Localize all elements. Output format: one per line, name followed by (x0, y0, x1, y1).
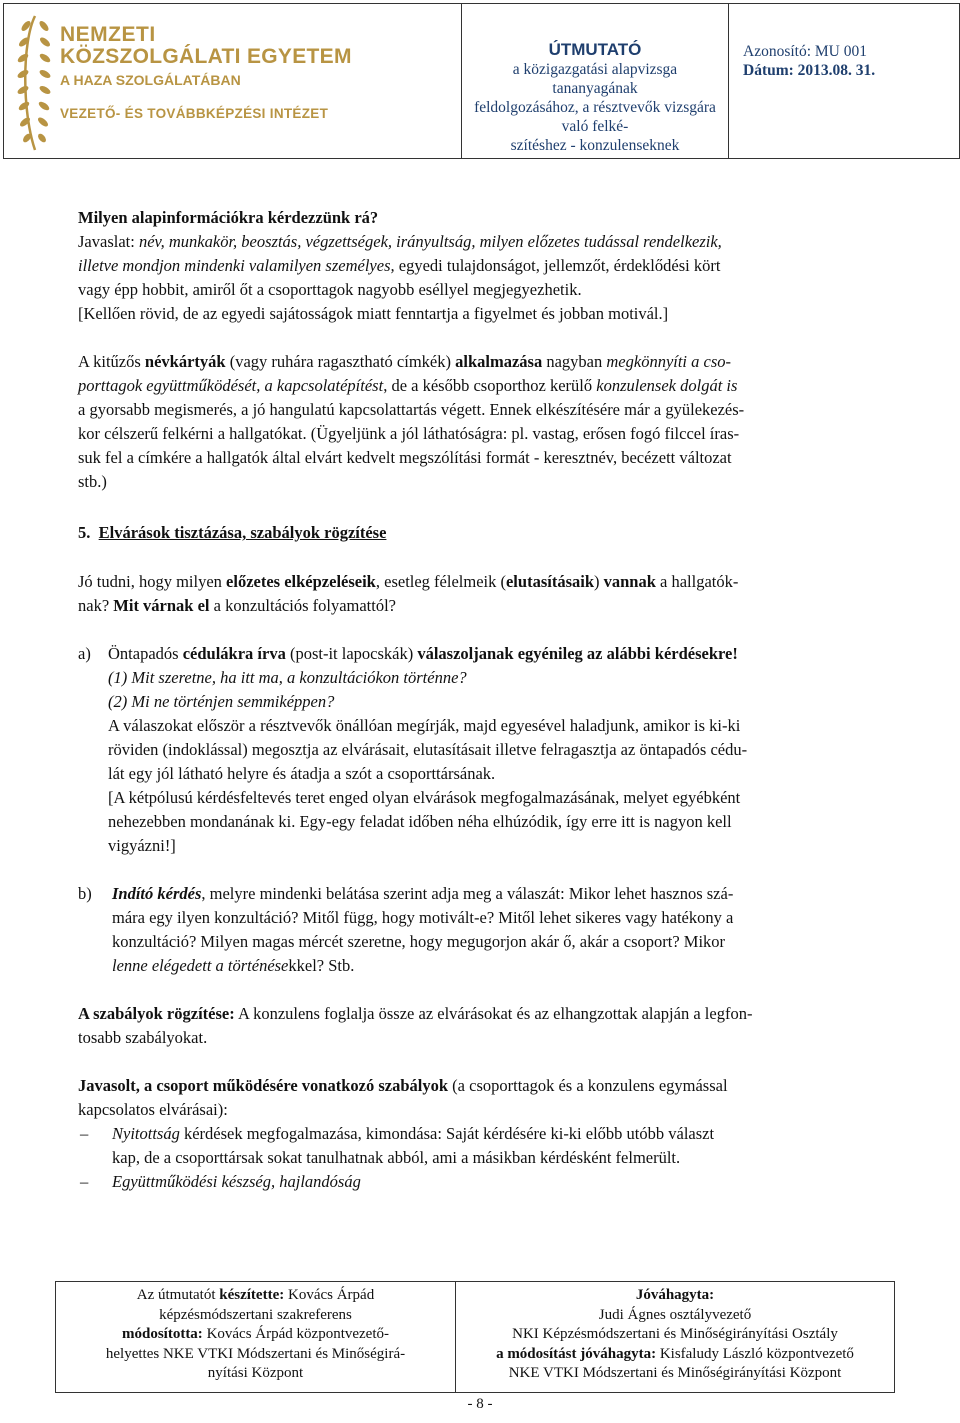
list-item-a-line: nehezebben mondanának ki. Egy-egy feladat időben néha elhúzódik, így erre itt is nagyon kell (108, 812, 732, 831)
list-item-a-line: (2) Mi ne történjen semmiképpen? (108, 692, 335, 711)
document-date: Dátum: 2013.08. 31. (743, 62, 876, 79)
dash-bullet: – (80, 1124, 89, 1143)
paragraph-line: nak? Mit várnak el a konzultációs folyamattól? (78, 596, 397, 615)
paragraph-line: tosabb szabályokat. (78, 1028, 208, 1047)
paragraph-line: Javasolt, a csoport működésére vonatkozó szabályok (a csoporttagok és a konzulens egymással (78, 1076, 728, 1095)
footer-line: a módosítást jóváhagyta: Kisfaludy László központvezető (496, 1345, 854, 1362)
list-item-b-line: konzultáció? Milyen magas mércét szeretne, hogy megugorjon akár ő, akár a csoport? Mikor (112, 932, 726, 951)
list-item-a-line: röviden (indoklással) megosztja az elvárásait, elutasításait illetve felragasztja az öntapadós cédu- (108, 740, 748, 759)
paragraph-line: porttagok együttműködését, a kapcsolatépítést, de a később csoporthoz kerülő konzulensek dolgát is (78, 376, 738, 395)
list-item-b-line: mára egy ilyen konzultáció? Mitől függ, hogy motivált-e? Mitől lehet sikeres vagy hatékony a (112, 908, 734, 927)
paragraph-line: vagy épp hobbit, amiről őt a csoporttagok nagyobb eséllyel megjegyezhetik. (78, 280, 582, 299)
paragraph-line: a gyorsabb megismerés, a jó hangulatú kapcsolattartás végett. Ennek elkészítésére már a gyülekezés- (78, 400, 745, 419)
list-item-a-line: (1) Mit szeretne, ha itt ma, a konzultációkon történne? (108, 668, 467, 687)
paragraph-line: A szabályok rögzítése: A konzulens foglalja össze az elvárásokat és az elhangzottak alapján a legfon- (78, 1004, 753, 1023)
section-heading: 5. Elvárások tisztázása, szabályok rögzítése (78, 523, 387, 542)
paragraph-line: kor célszerű felkérni a hallgatókat. (Ügyeljünk a jól láthatóságra: pl. vastag, erősen fogó filccel íras- (78, 424, 740, 443)
footer-line: nyítási Központ (207, 1365, 304, 1381)
footer-line: NKI Képzésmódszertani és Minőségirányítási Osztály (512, 1326, 838, 1342)
header-logo-cell (4, 4, 462, 158)
list-item-a-line: lát egy jól látható helyre és átadja a szót a csoporttársának. (108, 764, 496, 783)
dash-bullet: – (80, 1172, 89, 1191)
list-item-a-line: A válaszokat először a résztvevők önállóan megírják, majd egyesével haladjunk, amikor is ki-ki (108, 716, 741, 735)
subtitle-line: feldolgozásához, a résztvevők vizsgára való felké- (474, 99, 716, 135)
header-meta-cell (729, 4, 960, 158)
footer-line: helyettes NKE VTKI Módszertani és Minőségirá- (105, 1345, 406, 1362)
footer-line: Jóváhagyta: (635, 1287, 715, 1303)
subtitle-line: szítéshez - konzulenseknek (510, 137, 680, 154)
bullet-line: Együttműködési készség, hajlandóság (112, 1172, 361, 1191)
paragraph-line: stb.) (78, 472, 107, 491)
logo-line: A HAZA SZOLGÁLATÁBAN (60, 72, 241, 88)
footer-line: NKE VTKI Módszertani és Minőségirányítási Központ (508, 1365, 842, 1381)
paragraph-line: Jó tudni, hogy milyen előzetes elképzeléseik, esetleg félelmeik (elutasításaik) vannak a hallgatók- (78, 572, 739, 591)
logo-line: NEMZETI (60, 23, 156, 46)
institution-logo-text (60, 24, 352, 124)
list-item-a-line: Öntapadós cédulákra írva (post-it lapocskák) válaszoljanak egyénileg az alábbi kérdésekre! (108, 644, 738, 663)
logo-line: VEZETŐ- ÉS TOVÁBBKÉPZÉSI INTÉZET (60, 106, 329, 121)
footer-line: Az útmutatót készítette: Kovács Árpád (136, 1287, 375, 1303)
footer-line: képzésmódszertani szakreferens (159, 1306, 352, 1323)
list-marker: b) (78, 884, 92, 903)
page-number: - 8 - (467, 1396, 493, 1412)
paragraph-line: suk fel a címkére a hallgatók által elvárt kedvelt megszólítási formát - keresztnév, becézett változat (78, 448, 732, 467)
paragraph-line: kapcsolatos elvárásai): (78, 1100, 228, 1119)
document-footer (55, 1281, 895, 1393)
header-title-cell (462, 4, 729, 158)
list-item-a-line: [A kétpólusú kérdésfeltevés teret enged olyan elvárások megfogalmazásának, melyet egyébként (108, 788, 741, 807)
footer-author-cell (56, 1282, 456, 1392)
bullet-line: Nyitottság kérdések megfogalmazása, kimondása: Saját kérdésére ki-ki előbb utóbb választ (112, 1124, 715, 1143)
footer-approval-cell (456, 1282, 894, 1396)
list-item-b-line: lenne elégedett a történésekkel? Stb. (112, 956, 355, 975)
footer-line: Judi Ágnes osztályvezető (598, 1306, 752, 1323)
document-subtitle (462, 60, 728, 155)
paragraph-line: illetve mondjon mindenki valamilyen személyes, egyedi tulajdonságot, jellemzőt, érdeklődési kört (78, 256, 721, 275)
document-header (3, 3, 960, 159)
document-id: Azonosító: MU 001 (743, 43, 867, 60)
question-heading: Milyen alapinformációkra kérdezzünk rá? (78, 208, 379, 227)
subtitle-line: a közigazgatási alapvizsga tananyagának (512, 61, 678, 97)
paragraph-line: [Kellően rövid, de az egyedi sajátosságok miatt fenntartja a figyelmet és jobban motivál.] (78, 304, 669, 323)
list-item-a-line: vigyázni!] (108, 836, 176, 855)
laurel-wreath-icon (14, 12, 56, 154)
footer-line: módosította: Kovács Árpád központvezető- (121, 1326, 389, 1342)
paragraph-line: A kitűzős névkártyák (vagy ruhára ragasztható címkék) alkalmazása nagyban megkönnyíti a cso- (78, 352, 732, 371)
document-title: ÚTMUTATÓ (548, 40, 642, 59)
logo-line: KÖZSZOLGÁLATI EGYETEM (60, 45, 352, 68)
list-item-b-line: Indító kérdés, melyre mindenki belátása szerint adja meg a válaszát: Mikor lehet hasznos szá- (112, 884, 734, 903)
list-marker: a) (78, 644, 91, 663)
paragraph-line: Javaslat: név, munkakör, beosztás, végzettségek, irányultság, milyen előzetes tudással rendelkezik, (78, 232, 722, 251)
bullet-line: kap, de a csoporttársak sokat tanulhatnak abból, ami a másikban kérdésként felmerült. (112, 1148, 681, 1167)
